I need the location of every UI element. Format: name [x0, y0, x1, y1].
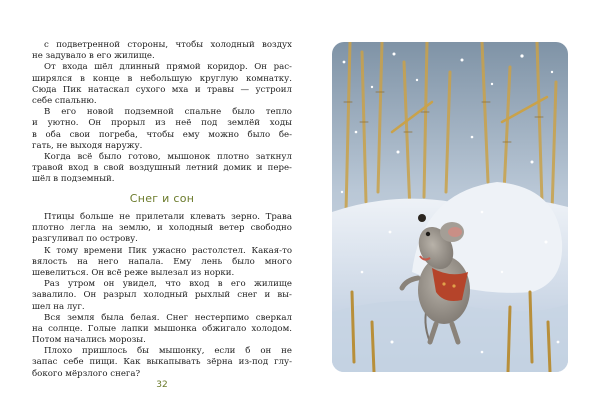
text-line: шел на луг.	[32, 301, 85, 312]
text-line: в оба свои погреба, чтобы ему можно было бе-	[32, 129, 292, 140]
text-line: завалило. Он разрыл холодный рыхлый снег и вы-	[32, 290, 292, 301]
text-line: Сюда Пик натаскал сухого мха и травы — устроил	[32, 84, 292, 95]
text-line: запас себе пищи. Как выкапывать зёрна из-под глу-	[32, 357, 292, 368]
text-line: Потом начались морозы.	[32, 335, 146, 346]
text-line: себе спальню.	[32, 95, 97, 106]
text-line: гать, не выходя наружу.	[32, 140, 143, 151]
text-line: и уютно. Он прорыл из неё под землёй ходы	[32, 118, 292, 129]
text-block-top	[32, 40, 292, 185]
text-block-bottom	[32, 212, 292, 380]
text-line: ширялся в конце в небольшую круглую комнатку.	[32, 73, 292, 84]
mouse-snow-illustration	[332, 42, 568, 372]
illustration-svg	[332, 42, 568, 372]
text-line: вялость на него напала. Ему лень было много	[32, 256, 292, 267]
text-line: Плохо пришлось бы мышонку, если б он не	[44, 346, 292, 357]
text-line: с подветренной стороны, чтобы холодный воздух	[44, 40, 292, 50]
text-line: не задувало в его жилище.	[32, 51, 155, 62]
text-line: шевелиться. Он всё реже вылезал из норки.	[32, 267, 235, 278]
text-line: на солнце. Голые лапки мышонка обжигало холодом.	[32, 323, 292, 334]
page-number: 32	[156, 380, 168, 390]
text-line: От входа шёл длинный прямой коридор. Он рас-	[44, 62, 292, 73]
text-line: бокого мёрзлого снега?	[32, 368, 141, 379]
text-line: Птицы больше не прилетали клевать зерно. Трава	[44, 212, 292, 222]
text-line: шёл в подземный.	[32, 174, 115, 185]
text-line: В его новой подземной спальне было тепло	[44, 107, 292, 118]
text-line: Когда всё было готово, мышонок плотно заткнул	[44, 151, 292, 162]
text-line: разгуливал по острову.	[32, 234, 138, 245]
text-line: Вся земля была белая. Снег нестерпимо сверкал	[44, 312, 292, 323]
text-line: плотно легла на землю, и холодный ветер свободно	[32, 223, 292, 234]
section-heading: Снег и сон	[129, 192, 195, 205]
text-line: К тому времени Пик ужасно растолстел. Какая-то	[44, 245, 292, 256]
text-line: Раз утром он увидел, что вход в его жилище	[44, 279, 292, 290]
text-line: травой вход в свой воздушный летний домик и пере-	[32, 163, 292, 174]
